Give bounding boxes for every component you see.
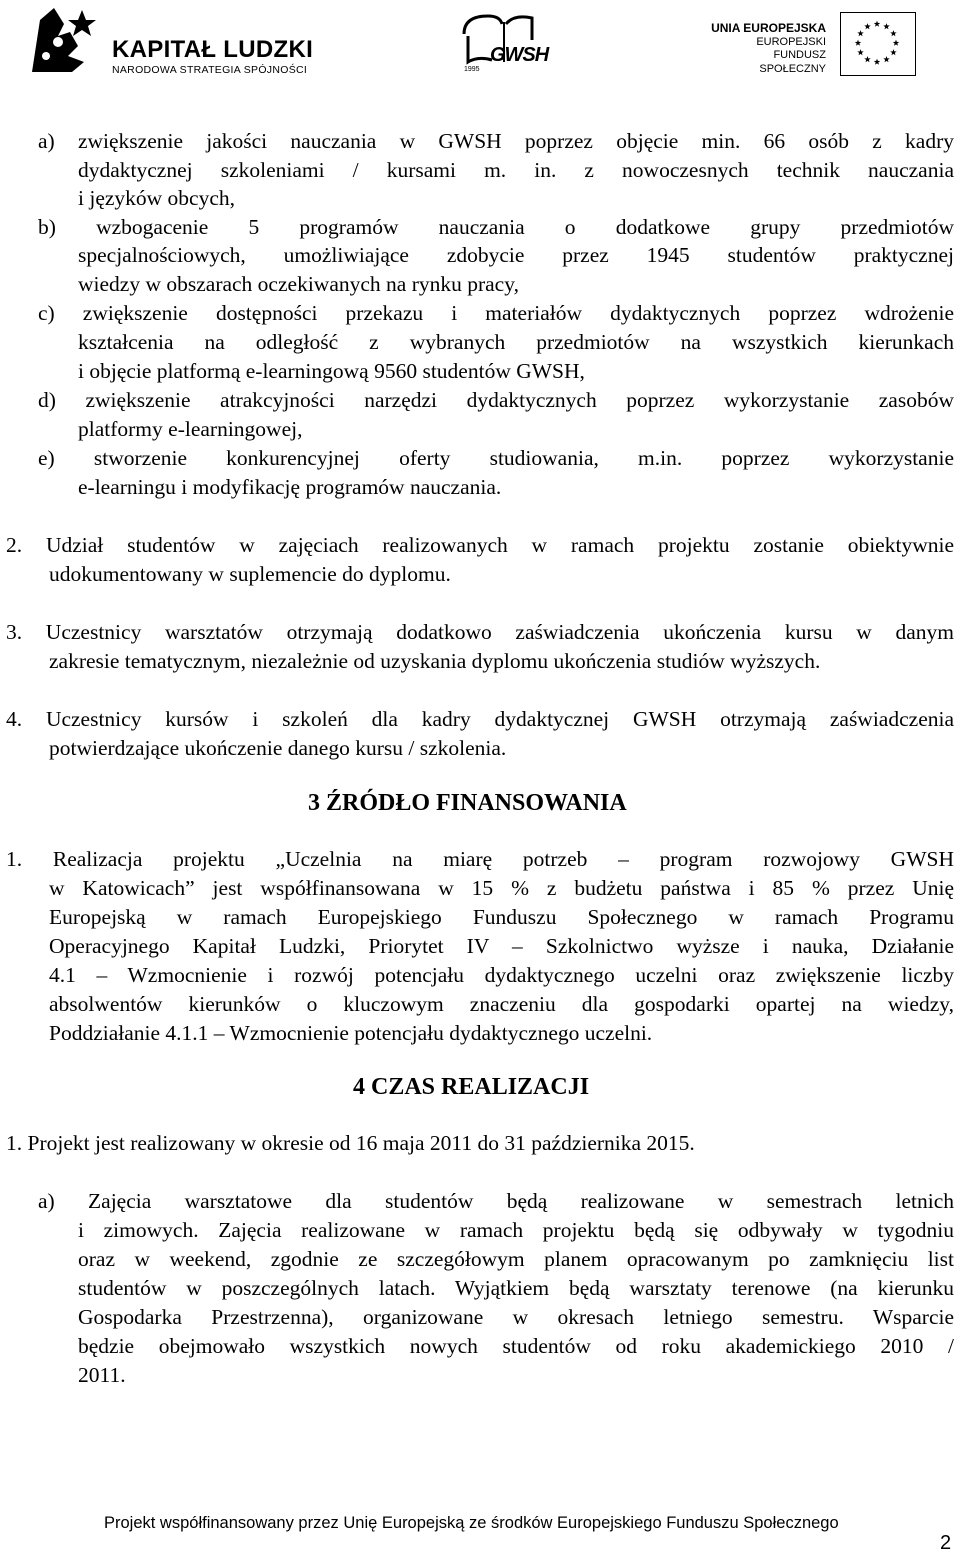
eu-star-icon bbox=[874, 21, 880, 27]
section-heading: 4 CZAS REALIZACJI bbox=[353, 1074, 590, 1100]
text-line: Poddziałanie 4.1.1 – Wzmocnienie potencjału dydaktycznego uczelni. bbox=[49, 1021, 653, 1045]
text-line: wiedzy w obszarach oczekiwanych na rynku pracy, bbox=[78, 272, 519, 296]
kapital-ludzki-title: KAPITAŁ LUDZKI bbox=[112, 36, 314, 63]
text-line: kształcenia na odległość z wybranych przedmiotów na wszystkich kierunkach bbox=[78, 330, 954, 354]
text-line: oraz w weekend, zgodnie ze szczegółowym planem opracowanym po zamknięciu list bbox=[78, 1247, 954, 1271]
text-line: 3. Uczestnicy warsztatów otrzymają dodatkowo zaświadczenia ukończenia kursu w danym bbox=[6, 620, 954, 644]
eu-flag-icon bbox=[840, 12, 916, 76]
eu-star-icon bbox=[864, 23, 870, 29]
text-line: 1. Projekt jest realizowany w okresie od 16 maja 2011 do 31 października 2015. bbox=[6, 1131, 695, 1155]
eu-logo bbox=[700, 12, 922, 78]
text-line: i zimowych. Zajęcia realizowane w ramach projektu będą się odbywały w tygodniu bbox=[78, 1218, 954, 1242]
gwsh-name: GWSH bbox=[490, 44, 549, 66]
text-line: Operacyjnego Kapitał Ludzki, Priorytet IV – Szkolnictwo wyższe i nauka, Działanie bbox=[49, 934, 954, 958]
text-line: specjalnościowych, umożliwiające zdobycie przez 1945 studentów praktycznej bbox=[78, 243, 954, 267]
text-line: studentów w poszczególnych latach. Wyjątkiem będą warsztaty terenowe (na kierunku bbox=[78, 1276, 954, 1300]
text-line: w Katowicach” jest współfinansowana w 15 % z budżetu państwa i 85 % przez Unię bbox=[49, 876, 954, 900]
text-line: 2. Udział studentów w zajęciach realizowanych w ramach projektu zostanie obiektywnie bbox=[6, 533, 954, 557]
eu-star-icon bbox=[890, 30, 896, 36]
page-footer: Projekt współfinansowany przez Unię Europejską ze środków Europejskiego Funduszu Społecznego bbox=[104, 1514, 839, 1532]
eu-star-icon bbox=[857, 49, 863, 55]
text-line: c) zwiększenie dostępności przekazu i materiałów dydaktycznych poprzez wdrożenie bbox=[38, 301, 954, 325]
text-line: i objęcie platformą e-learningową 9560 studentów GWSH, bbox=[78, 359, 585, 383]
eu-star-icon bbox=[874, 59, 880, 65]
text-line: d) zwiększenie atrakcyjności narzędzi dydaktycznych poprzez wykorzystanie zasobów bbox=[38, 388, 954, 412]
text-line: e) stworzenie konkurencyjnej oferty studiowania, m.in. poprzez wykorzystanie bbox=[38, 446, 954, 470]
text-line: b) wzbogacenie 5 programów nauczania o dodatkowe grupy przedmiotów bbox=[38, 215, 954, 239]
gwsh-logo bbox=[458, 10, 558, 74]
eu-line-1: UNIA EUROPEJSKA bbox=[711, 21, 826, 35]
text-line: 2011. bbox=[78, 1363, 126, 1387]
eu-star-icon bbox=[893, 40, 899, 46]
eu-line-2: EUROPEJSKI bbox=[756, 35, 826, 48]
text-line: udokumentowany w suplemencie do dyplomu. bbox=[49, 562, 451, 586]
text-line: 4. Uczestnicy kursów i szkoleń dla kadry dydaktycznej GWSH otrzymają zaświadczenia bbox=[6, 707, 954, 731]
eu-logo-text bbox=[706, 22, 826, 76]
text-line: Europejską w ramach Europejskiego Funduszu Społecznego w ramach Programu bbox=[49, 905, 954, 929]
eu-star-icon bbox=[883, 56, 889, 62]
eu-star-icon bbox=[883, 23, 889, 29]
text-line: a) zwiększenie jakości nauczania w GWSH poprzez objęcie min. 66 osób z kadry bbox=[38, 129, 954, 153]
page-number: 2 bbox=[940, 1532, 952, 1554]
eu-star-icon bbox=[864, 56, 870, 62]
eu-line-3: FUNDUSZ SPOŁECZNY bbox=[759, 49, 826, 75]
eu-star-icon bbox=[855, 40, 861, 46]
eu-star-icon bbox=[857, 30, 863, 36]
text-line: i języków obcych, bbox=[78, 186, 236, 210]
text-line: zakresie tematycznym, niezależnie od uzyskania dyplomu ukończenia studiów wyższych. bbox=[49, 649, 821, 673]
text-line: Gospodarka Przestrzenna), organizowane w okresach letniego semestru. Wsparcie bbox=[78, 1305, 954, 1329]
gwsh-year: 1995 bbox=[464, 66, 480, 73]
kapital-ludzki-logo bbox=[28, 6, 314, 76]
text-line: a) Zajęcia warsztatowe dla studentów będą realizowane w semestrach letnich bbox=[38, 1189, 954, 1213]
text-line: platformy e-learningowej, bbox=[78, 417, 303, 441]
text-line: e-learningu i modyfikację programów nauczania. bbox=[78, 475, 502, 499]
page-header bbox=[0, 0, 960, 82]
eu-star-icon bbox=[890, 49, 896, 55]
text-line: absolwentów kierunków o kluczowym znaczeniu dla gospodarki opartej na wiedzy, bbox=[49, 992, 954, 1016]
text-line: będzie obejmowało wszystkich nowych studentów od roku akademickiego 2010 / bbox=[78, 1334, 954, 1358]
text-line: potwierdzające ukończenie danego kursu / szkolenia. bbox=[49, 736, 507, 760]
kapital-ludzki-emblem-icon bbox=[28, 6, 104, 76]
text-line: 1. Realizacja projektu „Uczelnia na miarę potrzeb – program rozwojowy GWSH bbox=[6, 847, 954, 871]
text-line: dydaktycznej szkoleniami / kursami m. in. z nowoczesnych technik nauczania bbox=[78, 158, 954, 182]
section-heading: 3 ŹRÓDŁO FINANSOWANIA bbox=[308, 790, 627, 816]
text-line: 4.1 – Wzmocnienie i rozwój potencjału dydaktycznego uczelni oraz zwiększenie liczby bbox=[49, 963, 954, 987]
kapital-ludzki-subtitle: NARODOWA STRATEGIA SPÓJNOŚCI bbox=[112, 64, 308, 76]
